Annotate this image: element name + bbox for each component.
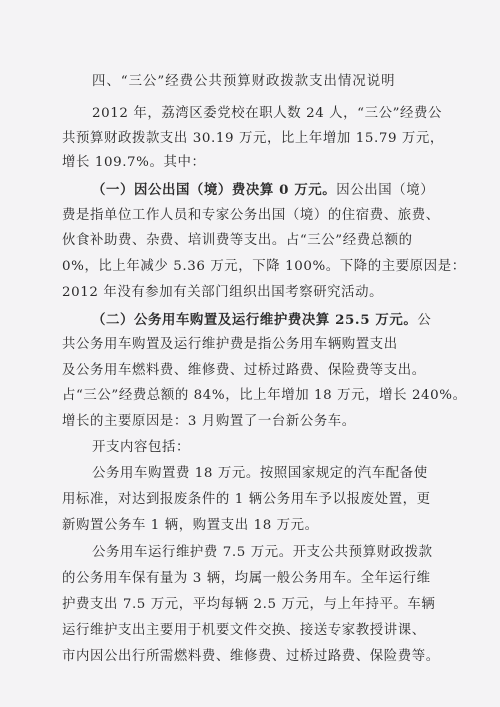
purchase-line-2: 用标准，对达到报废条件的 1 辆公务用车予以报废处置，更: [62, 492, 431, 507]
section2-line-5: 增长的主要原因是：3 月购置了一台新公务车。: [62, 414, 356, 429]
intro-line-1: 2012 年，荔湾区委党校在职人数 24 人，“三公”经费公: [92, 106, 442, 121]
purchase-line-3: 新购置公务车 1 辆，购置支出 18 万元。: [62, 518, 319, 533]
section2-line-3: 及公务用车燃料费、维修费、过桥过路费、保险费等支出。: [62, 363, 426, 378]
section-heading: 四、“三公”经费公共预算财政拨款支出情况说明: [92, 74, 396, 89]
intro-line-3: 增长 109.7%。其中：: [62, 155, 206, 170]
section1-line-1: [92, 180, 434, 201]
section1-line-3: 伙食补助费、杂费、培训费等支出。占“三公”经费总额的: [62, 233, 413, 248]
section1-line1-rest: 因公出国（境）: [336, 183, 435, 198]
section1-line-2: 费是指单位工作人员和专家公务出国（境）的住宿费、旅费、: [62, 208, 440, 223]
purchase-line-1: 公务用车购置费 18 万元。按照国家规定的汽车配备使: [92, 466, 428, 481]
section1-line-4: 0%，比上年减少 5.36 万元，下降 100%。下降的主要原因是：: [62, 259, 466, 274]
intro-line-2: 共预算财政拨款支出 30.19 万元，比上年增加 15.79 万元，: [62, 131, 444, 146]
section1-title: （一）因公出国（境）费决算 0 万元。: [92, 182, 337, 198]
section2-line-2: 共公务用车购置及运行维护费是指公务用车辆购置支出: [62, 337, 398, 352]
section2-line1-rest: 公: [417, 313, 432, 328]
section1-line-5: 2012 年没有参加有关部门组织出国考察研究活动。: [62, 285, 384, 300]
section2-title: （二）公务用车购置及运行维护费决算 25.5 万元。: [92, 312, 418, 328]
section2-line-4: 占“三公”经费总额的 84%，比上年增加 18 万元，增长 240%。: [62, 388, 467, 403]
maintenance-line-1: 公务用车运行维护费 7.5 万元。开支公共预算财政拨款: [92, 545, 433, 560]
maintenance-line-2: 的公务用车保有量为 3 辆，均属一般公务用车。全年运行维: [62, 571, 431, 586]
section2-line-6: 开支内容包括：: [92, 440, 190, 455]
maintenance-line-5: 市内因公出行所需燃料费、维修费、过桥过路费、保险费等。: [62, 649, 440, 664]
maintenance-line-4: 运行维护支出主要用于机要文件交换、接送专家教授讲课、: [62, 623, 426, 638]
section2-line-1: [92, 310, 431, 331]
maintenance-line-3: 护费支出 7.5 万元，平均每辆 2.5 万元，与上年持平。车辆: [62, 597, 436, 612]
